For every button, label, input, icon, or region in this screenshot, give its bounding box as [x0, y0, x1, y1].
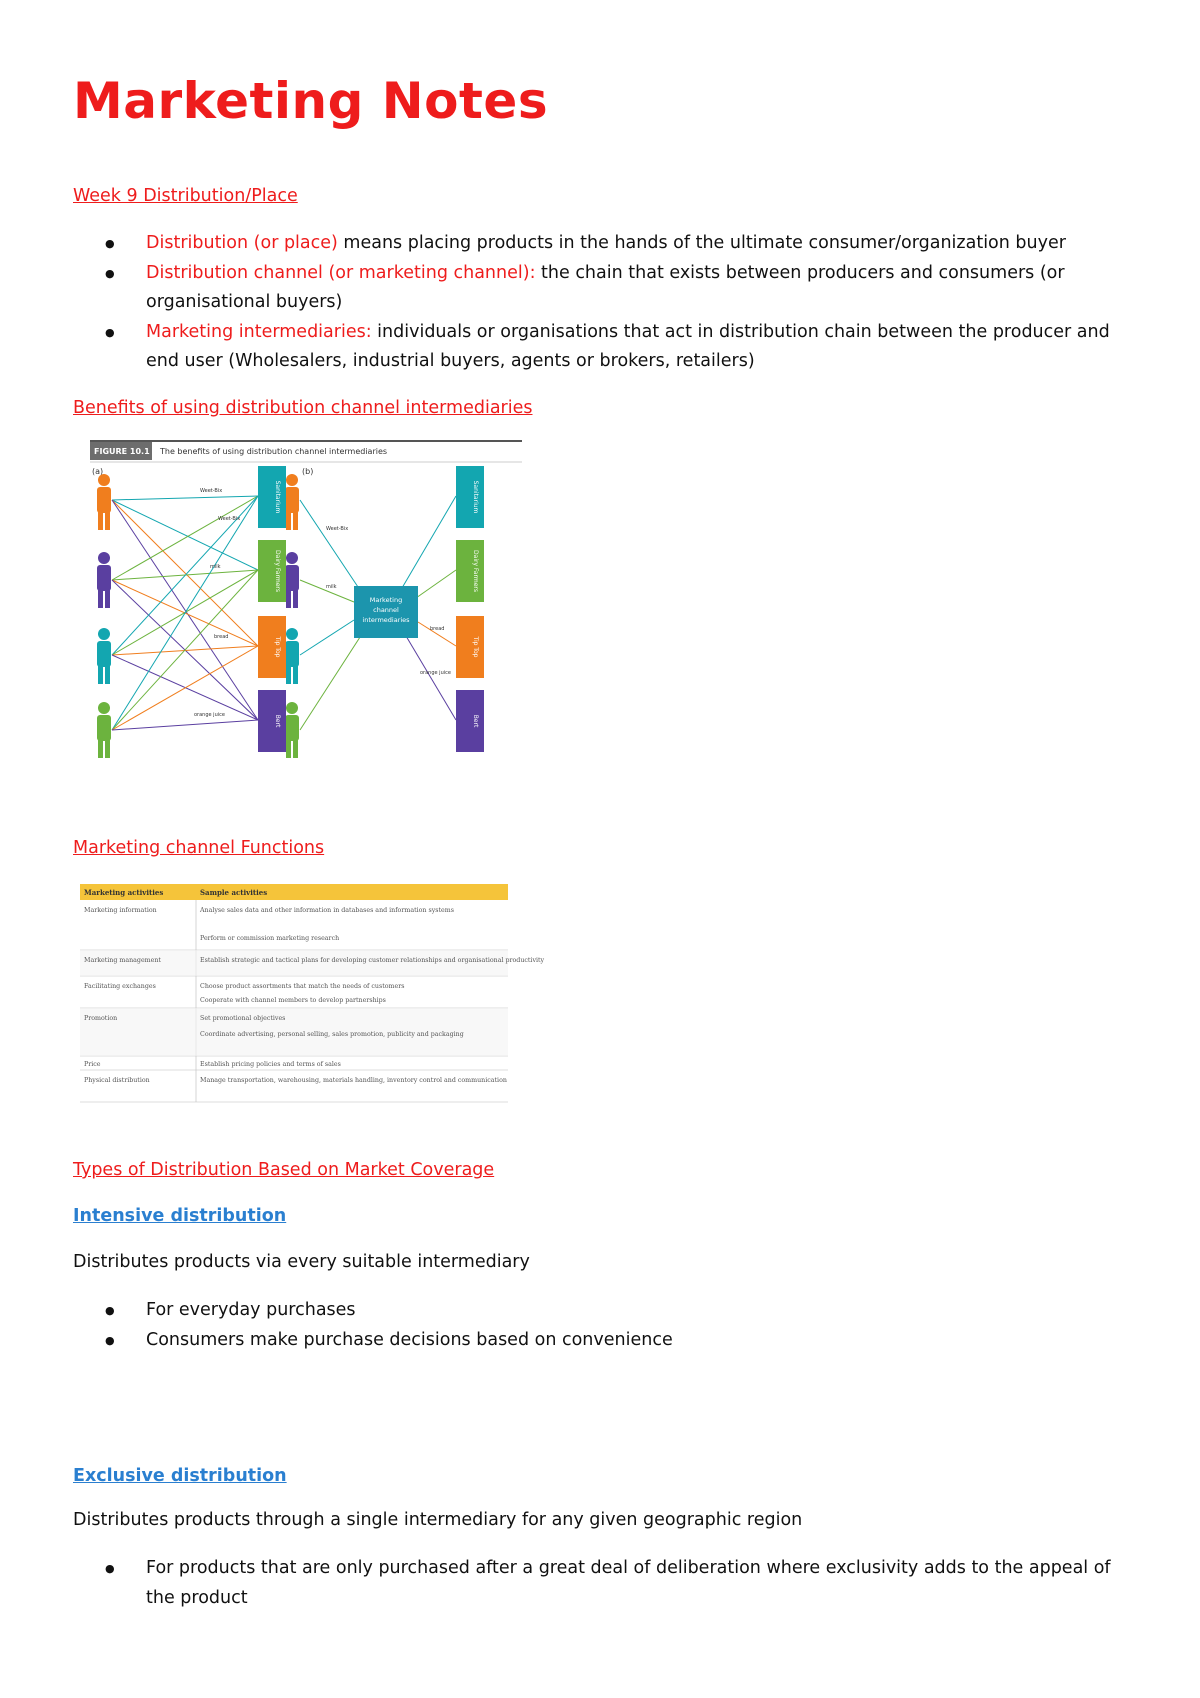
benefits-heading: Benefits of using distribution channel intermediaries: [73, 398, 533, 418]
product-label: Weet-Bix: [200, 488, 223, 494]
intermediaries-figure: [90, 440, 522, 780]
functions-heading: Marketing channel Functions: [73, 838, 325, 858]
center-label-line: channel: [373, 606, 399, 614]
figure-caption: The benefits of using distribution channel intermediaries: [160, 447, 388, 456]
producer-label: Dairy Farmers: [274, 550, 281, 592]
producer-label: Dairy Farmers: [472, 550, 479, 592]
product-label: Weet-Bix: [326, 526, 349, 532]
exclusive-heading: Exclusive distribution: [73, 1466, 287, 1486]
definition-item: [73, 318, 1133, 377]
definition-text: means placing products in the hands of the ultimate consumer/organization buyer: [337, 233, 1066, 253]
table-cell-activity: Facilitating exchanges: [84, 983, 156, 990]
table-header-cell: Sample activities: [200, 888, 268, 897]
definition-item: [73, 259, 1133, 318]
product-label: bread: [430, 626, 445, 632]
types-heading: Types of Distribution Based on Market Coverage: [73, 1160, 495, 1180]
intensive-heading: Intensive distribution: [73, 1206, 287, 1226]
definition-text: individuals or organisations that act in distribution chain between the producer and end user (Wholesalers, industrial buyers, agents or brokers, retailers): [146, 321, 1110, 371]
table-cell-sample: Perform or commission marketing research: [200, 935, 340, 942]
table-cell-sample: Manage transportation, warehousing, materials handling, inventory control and communication: [200, 1077, 507, 1084]
table-cell-activity: Price: [84, 1061, 101, 1068]
definition-text: the chain that exists between producers and consumers (or organisational buyers): [146, 262, 1065, 312]
intensive-bullets: [73, 1296, 1133, 1355]
list-item: ● For products that are only purchased after a great deal of deliberation where exclusivity adds to the appeal of the product: [73, 1554, 1133, 1613]
product-label: orange juice: [194, 712, 225, 718]
table-cell-sample: Choose product assortments that match the needs of customers: [200, 983, 405, 990]
product-label: Weet-Bix: [218, 516, 241, 522]
channel-functions-table: [80, 884, 545, 1102]
table-cell-activity: Marketing information: [84, 907, 157, 914]
list-item: ● Consumers make purchase decisions based on convenience: [73, 1326, 1133, 1356]
list-item: ● For everyday purchases: [73, 1296, 1133, 1326]
producer-label: Bert: [274, 714, 281, 728]
producer-label: Sanitarium: [472, 480, 479, 514]
table-cell-activity: Physical distribution: [84, 1077, 150, 1084]
document-title: Marketing Notes: [73, 72, 549, 130]
producer-label: Bert: [472, 714, 479, 728]
panel-b-label: (b): [302, 467, 314, 476]
producer-label: Sanitarium: [274, 480, 281, 514]
product-label: milk: [210, 564, 221, 570]
table-cell-sample: Coordinate advertising, personal selling, sales promotion, publicity and packaging: [200, 1031, 464, 1038]
table-cell-sample: Analyse sales data and other information in databases and information systems: [200, 907, 454, 914]
exclusive-description: Distributes products through a single intermediary for any given geographic region: [73, 1510, 803, 1530]
center-label-line: Marketing: [369, 596, 403, 604]
definition-term: Marketing intermediaries:: [146, 321, 372, 342]
producer-label: Tip Top: [472, 636, 479, 658]
week-heading: Week 9 Distribution/Place: [73, 186, 298, 206]
product-label: orange juice: [420, 670, 451, 676]
table-cell-sample: Establish pricing policies and terms of sales: [200, 1061, 341, 1068]
table-cell-sample: Cooperate with channel members to develop partnerships: [200, 997, 386, 1004]
center-label-line: intermediaries: [362, 616, 410, 624]
definition-item: [73, 229, 1133, 259]
table-header-cell: Marketing activities: [84, 888, 164, 897]
producer-label: Tip Top: [274, 636, 281, 658]
table-cell-activity: Promotion: [84, 1015, 118, 1022]
product-label: milk: [326, 584, 337, 590]
exclusive-bullets: [73, 1554, 1133, 1613]
definitions-list: [73, 229, 1133, 377]
intensive-description: Distributes products via every suitable intermediary: [73, 1252, 530, 1272]
table-cell-activity: Marketing management: [84, 957, 161, 964]
panel-a-label: (a): [92, 467, 104, 476]
figure-tag: FIGURE 10.1: [94, 447, 150, 456]
product-label: bread: [214, 634, 229, 640]
definition-term: Distribution (or place): [146, 233, 338, 253]
table-cell-sample: Establish strategic and tactical plans for developing customer relationships and organisational productivity: [200, 957, 545, 964]
table-cell-sample: Set promotional objectives: [200, 1015, 286, 1022]
definition-term: Distribution channel (or marketing channel):: [146, 262, 536, 283]
